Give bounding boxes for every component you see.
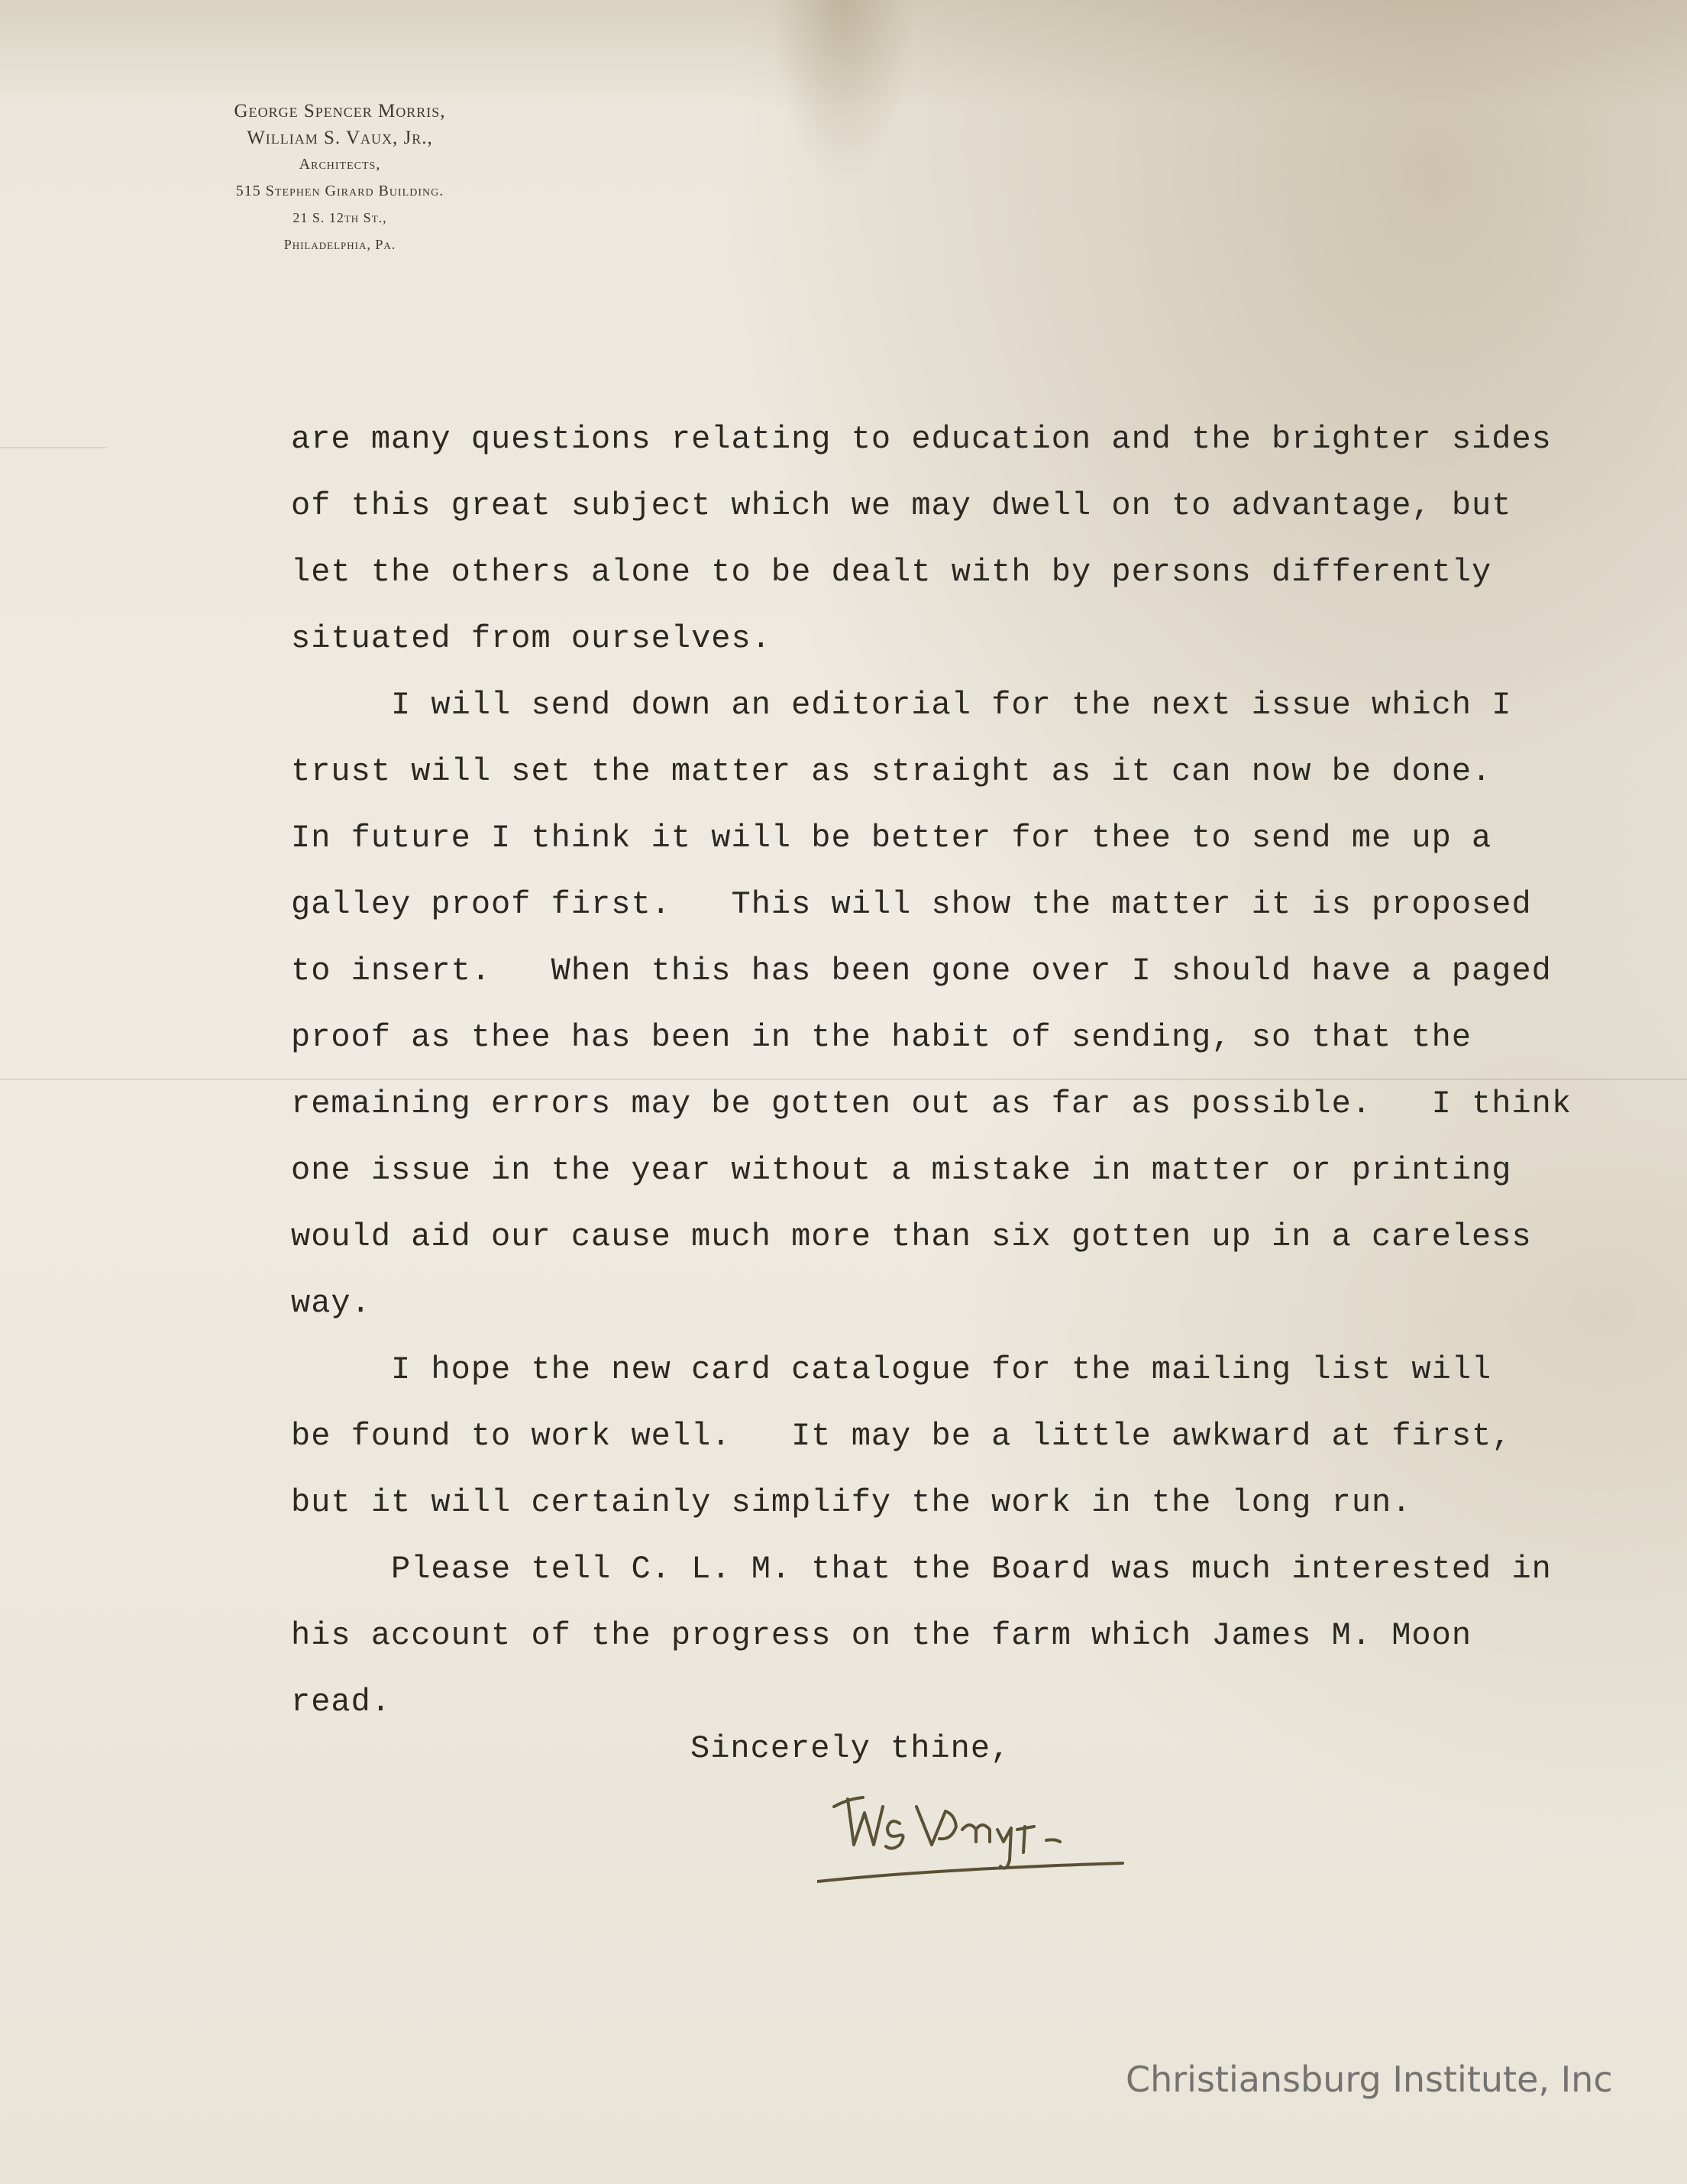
body-line: I hope the new card catalogue for the mailing list will — [291, 1351, 1492, 1388]
signature — [817, 1784, 1176, 1891]
letterhead-line: 21 S. 12th St., — [292, 210, 387, 225]
letter-body — [291, 406, 1589, 1736]
body-line: galley proof first. This will show the matter it is proposed — [291, 886, 1532, 923]
letterhead-line: George Spencer Morris, — [234, 101, 446, 121]
body-line: I will send down an editorial for the next issue which I — [291, 687, 1512, 723]
body-line: but it will certainly simplify the work in the long run. — [291, 1484, 1412, 1521]
body-line: situated from ourselves. — [291, 620, 771, 657]
body-line: Please tell C. L. M. that the Board was much interested in — [291, 1551, 1552, 1587]
body-line: would aid our cause much more than six gotten up in a careless — [291, 1218, 1532, 1255]
letterhead-line: Architects, — [299, 156, 381, 173]
body-line: be found to work well. It may be a little awkward at first, — [291, 1418, 1512, 1454]
body-line: In future I think it will be better for thee to send me up a — [291, 820, 1492, 856]
body-line: way. — [291, 1285, 371, 1322]
letterhead-line: William S. Vaux, Jr., — [247, 128, 433, 148]
body-line: to insert. When this has been gone over I should have a paged — [291, 953, 1552, 989]
letterhead-line: Philadelphia, Pa. — [283, 237, 396, 252]
body-line: trust will set the matter as straight as it can now be done. — [291, 753, 1492, 790]
fold-crease — [0, 447, 107, 448]
letterhead — [122, 98, 557, 258]
body-line: read. — [291, 1684, 392, 1720]
body-line: of this great subject which we may dwell on to advantage, but — [291, 487, 1512, 524]
body-line: his account of the progress on the farm which James M. Moon — [291, 1617, 1472, 1654]
closing: Sincerely thine, — [690, 1730, 1011, 1767]
body-line: proof as thee has been in the habit of sending, so that the — [291, 1019, 1472, 1056]
body-line: remaining errors may be gotten out as far as possible. I think — [291, 1086, 1572, 1122]
body-line: one issue in the year without a mistake in matter or printing — [291, 1152, 1512, 1189]
watermark-text: Christiansburg Institute, Inc — [1126, 2059, 1613, 2100]
body-line: are many questions relating to education and the brighter sides — [291, 421, 1552, 458]
body-line: let the others alone to be dealt with by persons differently — [291, 554, 1492, 590]
letterhead-line: 515 Stephen Girard Building. — [235, 183, 444, 199]
